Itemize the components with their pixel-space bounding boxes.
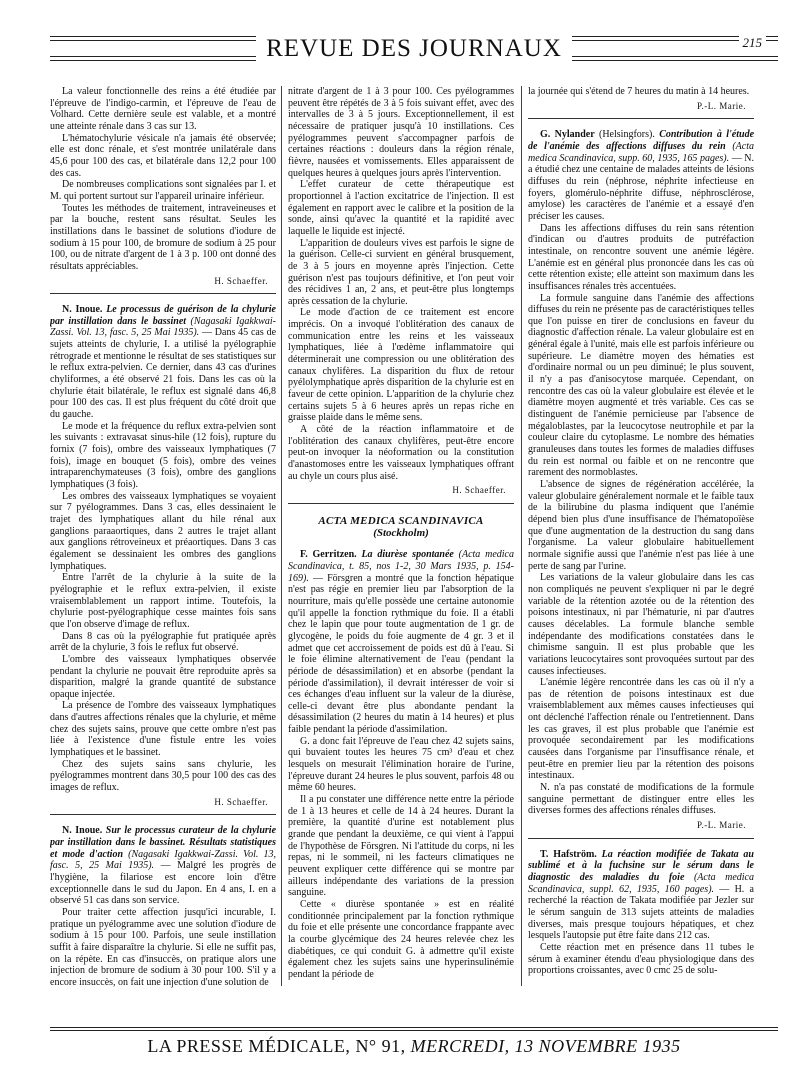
article-author: G. Nylander <box>540 129 595 141</box>
column-2 <box>288 86 514 1026</box>
paragraph: L'apparition de douleurs vives est parfois le signe de la guérison. Celle-ci survient en général brusquement, de 3 à 5 jours en moyenne après l'injection. Cette guérison n'est pas toujours définitive, et l'on peut voir des récidives 1 an, 2 ans, et peut-être plus longtemps après cessation de la chylurie. <box>288 237 514 307</box>
journal-section-city: (Stockholm) <box>373 526 429 539</box>
article-reference: (Nagasaki Igakkwai-Zassi. Vol. 13, fasc. 5, 25 Mai 1935). <box>50 848 276 872</box>
intro-text <box>50 86 276 273</box>
paragraph: Dans les affections diffuses du rein sans rétention d'indican ou d'autres produits de putréfaction intestinale, on rencontre souvent une anémie légère. L'anémie est en général plus prononcée dans les cas où cette rétention existe; elle atteint son maximum dans les insuffisances rénales très accentuées. <box>528 222 754 292</box>
paragraph: — H. a recherché la réaction de Takata modifiée par Jezler sur le sérum sanguin de 313 sujets atteints de maladies diverses, mais presque toujours hépatiques, et chez lesquels l'autopsie put être faite dans 212 cas. <box>528 883 754 942</box>
article-heading <box>50 304 276 421</box>
article-heading <box>528 849 754 942</box>
paragraph: Cette réaction met en présence dans 11 tubes le sérum à examiner étendu d'eau physiologique dans des proportions croissantes, avec 0 cmc 25 de solu- <box>528 941 754 977</box>
column-divider <box>281 86 282 986</box>
paragraph: La formule sanguine dans l'anémie des affections diffuses du rein ne présente pas de caractéristiques telles que l'on puisse en tirer de conclusions en faveur du diagnostic d'affection rénale. La valeur globulaire est en général égale à l'unité, mais elle est parfois inférieure ou supérieure. Le diamètre moyen des hématies est d'ordinaire normal ou un peu diminué; le plus souvent, il n'y a pas d'anisocytose marquée. Cependant, on rencontre des cas où la valeur globulaire est élevée et le diamètre moyen augmenté et très variable. Ces cas se distinguent de l'anémie pernicieuse par l'absence de mégaloblastes, par la leucocytose neutrophile et par la couleur claire du cytoplasme. Le nombre des hématies granuleuses dans toutes les formes de maladies diffuses du rein est normal ou faible et on ne rencontre que rarement des normoblastes. <box>528 292 754 479</box>
article-title: Le processus de guérison de la chylurie par instillation dans le bassinet <box>50 304 276 327</box>
article-title: La diurèse spontanée <box>361 549 454 561</box>
paragraph: Entre l'arrêt de la chylurie à la suite de la pyélographie et le reflux extra-pelvien, il existe vraisemblablement un rapport intime. Toutefois, la chylurie post-pyélographique cesse maintes fois sans que l'on observe d'image de reflux. <box>50 572 276 630</box>
paragraph: L'absence de signes de régénération accélérée, la valeur globulaire généralement normale et le faible taux de la bilirubine du plasma indiquent que l'anémie dépend bien plus d'une insuffisance de l'hématopoïèse que d'une augmentation de la destruction du sang dans l'organisme. La valeur globulaire habituellement normale signifie aussi que l'anémie n'est pas liée à une perte de sang par l'urine. <box>528 479 754 572</box>
paragraph: La présence de l'ombre des vaisseaux lymphatiques dans d'autres affections rénales que la chylurie, et même chez des sujets sains, prouve que cette ombre n'est pas liée à l'existence d'une fistule entre les voies lymphatiques et le bassinet. <box>50 700 276 759</box>
page-title <box>50 35 778 63</box>
paragraph: De nombreuses complications sont signalées par I. et M. qui portent surtout sur l'appareil urinaire inférieur. <box>50 179 276 202</box>
paragraph: Il a pu constater une différence nette entre la période de 1 à 13 heures et celle de 14 à 24 heures. Durant la première, la quantité d'urine est notablement plus grande que pendant la deuxième, ce qui vient à l'appui de l'hypothèse de Försgren. Ni l'attitude du corps, ni les repas, ni le sommeil, ni les facteurs climatiques ne peuvent expliquer cette différence qui se montre par ailleurs indépendante des variations de la pression sanguine. <box>288 794 514 899</box>
paragraph: — Malgré les progrès de l'hygiène, la filariose est encore loin d'être exceptionnelle dans le sud du Japon. En 4 ans, I. en a observé 51 cas dans son service. <box>50 860 276 907</box>
footer-journal: LA PRESSE MÉDICALE, <box>147 1036 351 1056</box>
paragraph: — Försgren a montré que la fonction hépatique n'est pas régie en premier lieu par l'absorption de la nourriture, mais qu'elle possède une certaine autonomie qu'il appelle la fonction rythmique du foie. Il a établi chez le lapin que pour toute augmentation de 1 gr. de glycogène, le poids du foie augmente de 4 gr. 3 et il admet que cet accroissement de poids est dû à l'eau. Si le foie élimine alternativement de l'eau (pendant la période de désassimilation) et en absorbe (pendant la période d'assimilation), il devrait intéresser de voir si ces échanges d'eau influent sur la valeur de la diurèse, celle-ci devant être plus abondante pendant la désassimilation (2 heures du matin à 14 heures) et plus faible pendant la période d'assimilation. <box>288 572 514 736</box>
paragraph: la journée qui s'étend de 7 heures du matin à 14 heures. <box>528 86 750 97</box>
paragraph: Les variations de la valeur globulaire dans les cas non compliqués ne peuvent s'expliquer ni par le degré variable de la rétention azotée ou de la rétention des poisons intestinaux, ni par l'hématurie, ni par d'autres causes décelables. La formule blanche semble indépendante des modifications constatées dans le chimisme sanguin. Il est plus probable que les variations leucocytaires sont provoquées surtout par des causes infectieuses. <box>528 572 754 677</box>
journal-section-title: ACTA MEDICA SCANDINAVICA <box>318 514 484 527</box>
paragraph: Dans 8 cas où la pyélographie fut pratiquée après arrêt de la chylurie, 3 fois le reflux fut observé. <box>50 630 276 654</box>
article-title: Contribution à l'étude de l'anémie des affections diffuses du rein <box>528 129 754 152</box>
signature: H. Schaeffer. <box>214 796 268 807</box>
signature: H. Schaeffer. <box>214 275 268 286</box>
footer-text <box>50 1036 778 1057</box>
article-columns <box>50 86 780 1026</box>
page-footer <box>50 1027 778 1057</box>
paragraph: L'effet curateur de cette thérapeutique est proportionnel à l'action excitatrice de l'injection. Il est également en rapport avec le calibre et la position de la sonde, ainsi qu'avec la quantité et la rapidité avec laquelle le liquide est injecté. <box>288 179 514 237</box>
paragraph: G. a donc fait l'épreuve de l'eau chez 42 sujets sains, qui buvaient toutes les heures 75 cm³ d'eau et chez lesquels on mesurait l'élimination horaire de l'urine, l'épreuve durant 24 heures le plus souvent, parfois 48 ou même 60 heures. <box>288 735 514 794</box>
footer-rule <box>50 1027 778 1028</box>
article-reference: (Acta medica Scandinavica, t. 85, nos 1-2, 30 Mars 1935, p. 154-169). <box>288 549 514 584</box>
article-separator <box>50 814 276 815</box>
paragraph: La valeur fonctionnelle des reins a été étudiée par l'épreuve de l'indigo-carmin, et l'épreuve de l'eau de Volhard. Cette dernière seule est valable, et a montré une atteinte rénale dans 3 cas sur 13. <box>50 86 276 132</box>
paragraph: A côté de la réaction inflammatoire et de l'oblitération des canaux chylifères, peut-être encore peut-on invoquer la néoformation ou la constitution d'anastomoses entre les vaisseaux lymphatiques offrant au chyle un cours plus aisé. <box>288 424 514 482</box>
paragraph: Les ombres des vaisseaux lymphatiques se voyaient sur 7 pyélogrammes. Dans 3 cas, elles dessinaient le trajet des lymphatiques allant du hile rénal aux ganglions paraaortiques, dans 2 autres le trajet allant aux ganglions rétroveineux et préaortiques. Dans 3 cas également se dessinaient les ombres des ganglions lymphatiques. <box>50 490 276 572</box>
article-author: T. Hafström. <box>540 848 597 860</box>
article-separator <box>528 838 754 839</box>
paragraph: Pour traiter cette affection jusqu'ici incurable, I. pratique un pyélogramme avec une solution d'iodure de sodium à 15 pour 100. Parfois, une seule instillation suffit à faire disparaître la chylurie. Si elle ne suffit pas, on la répète. En cas d'insuccès, on pratique alors une injection de bromure de sodium à 30 pour 100. S'il y a encore insuccès, on fait une injection d'une solution de <box>50 906 276 988</box>
page-title-text: REVUE DES JOURNAUX <box>256 35 572 62</box>
paragraph: Cette « diurèse spontanée » est en réalité conditionnée principalement par la fonction rythmique du foie et elle présente une concordance frappante avec la courbe glycémique des 24 heures relevée chez les diabétiques, ce qui conduit G. à admettre qu'il existe également chez les sujets sains une hyperinsulinémie pendant la période de <box>288 898 514 980</box>
paragraph: — N. a étudié chez une centaine de malades atteints de lésions diffuses du rein (néphrose, néphrite infectieuse en foyers, glomérulo-néphrite diffuse, néphrosclérose, amylose) les caractères de l'anémie et a essayé d'en préciser les causes. <box>528 152 754 222</box>
paragraph: Toutes les méthodes de traitement, intraveineuses et par la bouche, restent sans résultat. Seules les instillations dans le bassinet de solutions d'iodure de sodium à 15 pour 100, de bromure de sodium à 25 pour 100, ou de nitrate d'argent de 1 à 3 p. 100 ont donné des résultats appréciables. <box>50 202 276 272</box>
article-author-place: (Helsingfors). <box>599 129 655 141</box>
article-heading <box>50 825 276 907</box>
article-reference: (Acta medica Scandinavica, suppl. 62, 1935, 160 pages). <box>528 872 754 895</box>
signature: H. Schaeffer. <box>452 485 506 496</box>
paragraph: L'anémie légère rencontrée dans les cas où il n'y a pas de rétention de poisons intestinaux est due vraisemblablement aux mêmes causes infectieuses qui ont déclenché l'affection rénale ou l'entretiennent. Dans les cas graves, il est plus probable que l'anémie est provoquée secondairement par les modifications causées dans l'organisme par l'insuffisance rénale, et peut-être en premier lieu par la rétention des poisons intestinaux. <box>528 677 754 782</box>
footer-date: MERCREDI, 13 NOVEMBRE 1935 <box>410 1036 681 1056</box>
signature: P.-L. Marie. <box>697 100 746 111</box>
article-heading <box>288 549 514 736</box>
paragraph: L'ombre des vaisseaux lymphatiques observée pendant la chylurie ne pouvait être reproduite après sa disparition, malgré la grande quantité de substance opaque injectée. <box>50 653 276 700</box>
article-title: La réaction modifiée de Takata au sublimé et à la fuchsine sur le sérum dans le diagnostic des maladies du foie <box>528 848 754 883</box>
paragraph: N. n'a pas constaté de modifications de la formule sanguine permettant de distinguer entre elles les diverses formes des affections rénales diffuses. <box>528 782 754 817</box>
column-1 <box>50 86 276 1026</box>
column-3 <box>528 86 754 1026</box>
article-separator <box>528 118 754 119</box>
paragraph: Chez des sujets sains sans chylurie, les pyélogrammes montrent dans 30,5 pour 100 des cas des images de reflux. <box>50 758 276 794</box>
paragraph: Le mode d'action de ce traitement est encore imprécis. On a invoqué l'oblitération des canaux de communication entre les reins et les vaisseaux lymphatiques, liée à l'œdème inflammatoire qui déterminerait une compression ou une oblitération des canaux chylifères. La disparition du flux de retour pyélolymphatique après disparition de la chylurie est en faveur de cette opinion. L'apparition de la chylurie chez certains sujets 5 à 6 heures après un repas riche en graisse plaide dans le même sens. <box>288 307 514 424</box>
article-author: N. Inoue. <box>62 304 103 316</box>
footer-rule <box>50 1030 778 1031</box>
footer-number: N° 91, <box>355 1036 406 1056</box>
article-reference: (Nagasaki Igakkwai-Zassi. Vol. 13, fasc. 5, 25 Mai 1935). <box>50 315 276 339</box>
signature: P.-L. Marie. <box>697 820 746 831</box>
article-separator <box>288 503 514 504</box>
article-author: N. Inoue. <box>62 825 103 837</box>
column-divider <box>521 86 522 986</box>
paragraph: L'hématochylurie vésicale n'a jamais été observée; elle est donc rénale, et s'est montrée unilatérale dans 45,6 pour 100 des cas, et bilatérale dans 12,2 pour 100 des cas. <box>50 132 276 179</box>
article-title: Sur le processus curateur de la chylurie par instillation dans le bassinet. Résultats statistiques et mode d'action <box>50 825 276 860</box>
paragraph: — Dans 45 cas de sujets atteints de chylurie, I. a utilisé la pyélographie rétrograde et mentionne le résultat de ses statistiques sur le reflux extra-pelvien. Ce dernier, dans 43 cas d'urines chyliformes, a été observé 21 fois. Dans les cas où la chylurie était bilatérale, le reflux est signalé dans 46,8 pour 100 des cas. Il est plus fréquent du côté droit que du gauche. <box>50 327 276 421</box>
page-header <box>50 30 778 70</box>
paragraph: nitrate d'argent de 1 à 3 pour 100. Ces pyélogrammes peuvent être répétés de 3 à 5 fois suivant effet, avec des intervalles de 3 à 5 jours. Exceptionnellement, il est nécessaire de pratiquer jusqu'à 10 instillations. Ces pyélogrammes peuvent s'accompagner parfois de certaines réactions : douleurs dans la région rénale, fièvre, nausées et vomissements. Elles apparaissent de quelques heures à quelques jours après l'intervention. <box>288 86 514 179</box>
article-author: F. Gerritzen. <box>300 549 357 561</box>
page-number: 215 <box>739 35 767 51</box>
article-heading <box>528 129 754 222</box>
article-reference: (Acta medica Scandinavica, supp. 60, 1935, 165 pages). <box>528 140 754 164</box>
paragraph: Le mode et la fréquence du reflux extra-pelvien sont les suivants : extravasat sinus-hile (12 fois), rupture du fornix (7 fois), ombre des vaisseaux lymphatiques (7 fois), image en bouquet (5 fois), ombre des veines intraparenchymateuses (3 fois), ombre des ganglions lymphatiques (3 fois). <box>50 420 276 490</box>
article-separator <box>50 293 276 294</box>
